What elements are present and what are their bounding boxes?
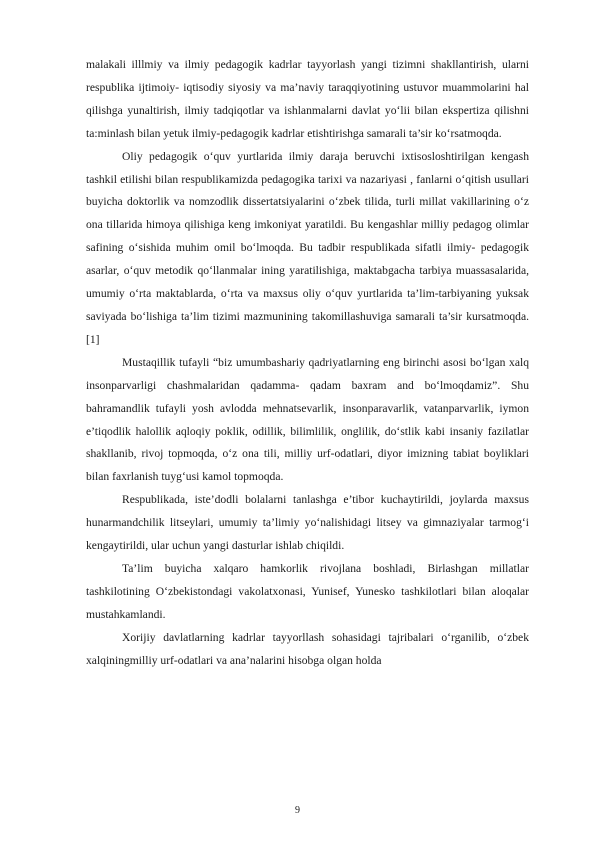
- paragraph-dissertation-councils: Oliy pedagogik o‘quv yurtlarida ilmiy daraja beruvchi ixtisosloshtirilgan kengash tashkil etilishi bilan respublikamizda pedagogika tarixi va nazariyasi , fanlarni o‘qitish usullari buyicha doktorlik va nomzodlik dissertatsiyalarini o‘zbek tilida, turli millat vakillarining o‘z ona tillarida himoya qilishiga keng imkoniyat yaratildi. Bu kengashlar milliy pedagog olimlar safining o‘sishida muhim omil bo‘lmoqda. Bu tadbir respublikada sifatli ilmiy- pedagogik asarlar, o‘quv metodik qo‘llanmalar ining yaratilishiga, maktabgacha tarbiya muassasalarida, umumiy o‘rta maktablarda, o‘rta va maxsus oliy o‘quv yurtlarida ta’lim-tarbiyaning yuksak saviyada bo‘lishiga ta’lim tizimi mazmunining takomillashuviga samarali ta’sir kursatmoqda. [1]: [86, 149, 529, 346]
- paragraph-gifted-children: Respublikada, iste’dodli bolalarni tanlashga e’tibor kuchaytirildi, joylarda maxsus hunarmandchilik litseylari, umumiy ta’limiy yo‘nalishidagi litsey va gimnaziyalar tarmog‘i kengaytirildi, ular uchun yangi dasturlar ishlab chiqildi.: [86, 493, 529, 553]
- paragraph-independence-values: Mustaqillik tufayli “biz umumbashariy qadriyatlarning eng birinchi asosi bo‘lgan xalq insonparvarligi chashmalaridan qadamma- qadam baxram and bo‘lmoqdamiz”. Shu bahramandlik tufayli yosh avlodda mehnatsevarlik, insonparavarlik, vatanparvarlik, iymon e’tiqodlik halollik aqloqiy poklik, odillik, bilimlilik, onglilik, do‘stlik kabi insaniy fazilatlar shakllanib, rivoj topmoqda, o‘z ona tili, milliy urf-odatlari, diyor imizning tabiat boyliklari bilan faxrlanish tuyg‘usi kamol topmoqda.: [86, 355, 529, 484]
- document-body: [86, 54, 529, 672]
- paragraph-foreign-experience: Xorijiy davlatlarning kadrlar tayyorllash sohasidagi tajribalari o‘rganilib, o‘zbek xalqiningmilliy urf-odatlari va ana’nalarini hisobga olgan holda: [86, 630, 529, 667]
- paragraph-international-cooperation: Ta’lim buyicha xalqaro hamkorlik rivojlana boshladi, Birlashgan millatlar tashkilotining O‘zbekistondagi vakolatxonasi, Yunisef, Yunesko tashkilotlari bilan aloqalar mustahkamlandi.: [86, 561, 529, 621]
- paragraph-continued: malakali illlmiy va ilmiy pedagogik kadrlar tayyorlash yangi tizimni shakllantirish, ularni respublika ijtimoiy- iqtisodiy siyosiy va ma’naviy taraqqiyotining ustuvor muammolarini hal qilishga yunaltirish, ilmiy tadqiqotlar va ishlanmalarni davlat yo‘lii bilan ekspertiza qilishni ta:minlash bilan yetuk ilmiy-pedagogik kadrlar etishtirishga samarali ta’sir ko‘rsatmoqda.: [86, 58, 529, 140]
- page-number: 9: [295, 805, 300, 816]
